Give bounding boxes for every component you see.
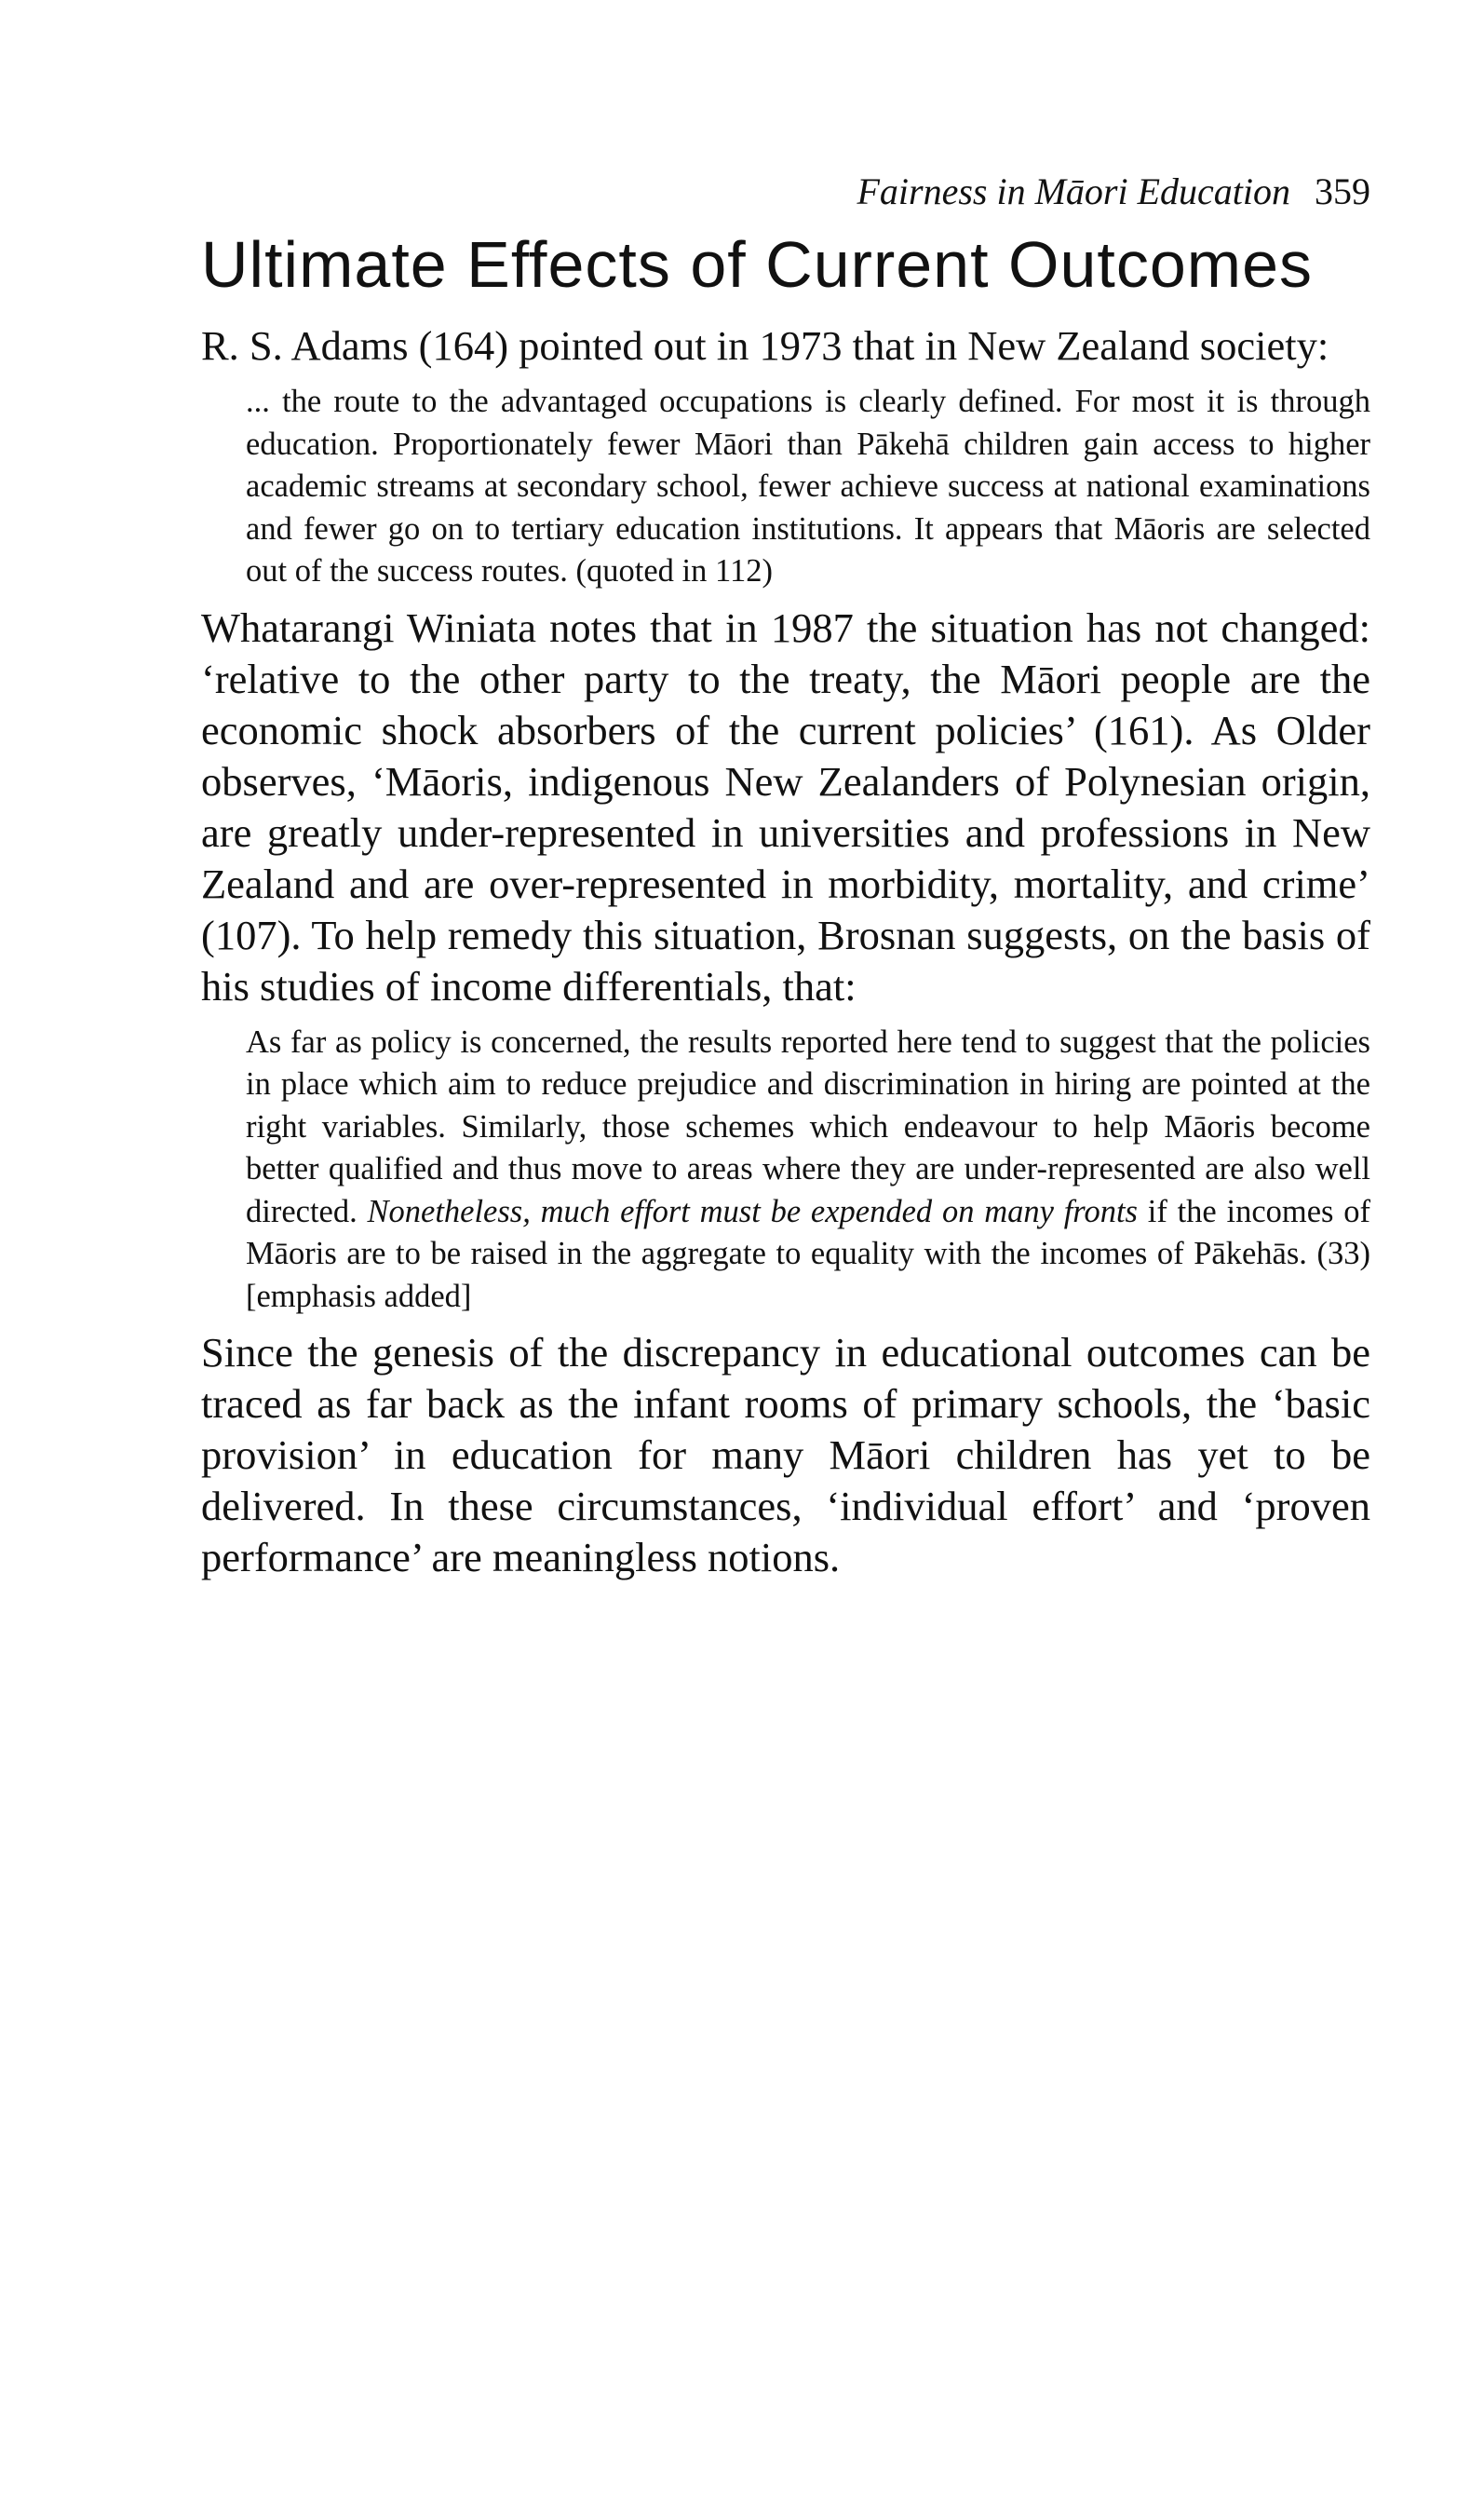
page-number: 359 bbox=[1315, 170, 1370, 212]
block-quote-2-text-a: As far as policy is concerned, the results reported here tend to suggest that the policies in place which aim to reduce prejudice and discrimination in hiring are pointed at the right variables. Similarly, those schemes which endeavour to help Māoris become better qualified and thus move to areas where they are under-represented are also well directed. bbox=[246, 1024, 1370, 1229]
running-head bbox=[201, 168, 1370, 216]
running-head-title: Fairness in Māori Education bbox=[857, 170, 1290, 212]
body-paragraph-1: R. S. Adams (164) pointed out in 1973 that in New Zealand society: bbox=[201, 322, 1329, 369]
block-quote-2-text-b: if the incomes of Māoris are to be raised in the aggregate to equality with the incomes of Pākehās. (33) [emphasis added] bbox=[246, 1193, 1370, 1314]
block-quote-2 bbox=[246, 1022, 1370, 1319]
block-quote-1: ... the route to the advantaged occupations is clearly defined. For most it is through education. Proportionately fewer Māori than Pākehā children gain access to higher academic streams at secondary school, fewer achieve success at national examinations and fewer go on to tertiary education institutions. It appears that Māoris are selected out of the success routes. (quoted in 112) bbox=[246, 384, 1370, 589]
page-content bbox=[201, 168, 1370, 1583]
body-paragraph-3: Since the genesis of the discrepancy in educational outcomes can be traced as far back as the infant rooms of primary schools, the ‘basic provision’ in education for many Māori children has yet to be delivered. In these circumstances, ‘individual effort’ and ‘proven performance’ are meaningless notions. bbox=[201, 1329, 1370, 1580]
section-heading: Ultimate Effects of Current Outcomes bbox=[201, 228, 1314, 301]
block-quote-2-emphasis: Nonetheless, much effort must be expended on many fronts bbox=[367, 1193, 1138, 1229]
body-paragraph-2: Whatarangi Winiata notes that in 1987 the situation has not changed: ‘relative to the other party to the treaty, the Māori people are the economic shock absorbers of the current policies’ (161). As Older observes, ‘Māoris, indigenous New Zealanders of Polynesian origin, are greatly under-represented in universities and professions in New Zealand and are over-represented in morbidity, mortality, and crime’ (107). To help remedy this situation, Brosnan suggests, on the basis of his studies of income differentials, that: bbox=[201, 603, 1370, 1010]
